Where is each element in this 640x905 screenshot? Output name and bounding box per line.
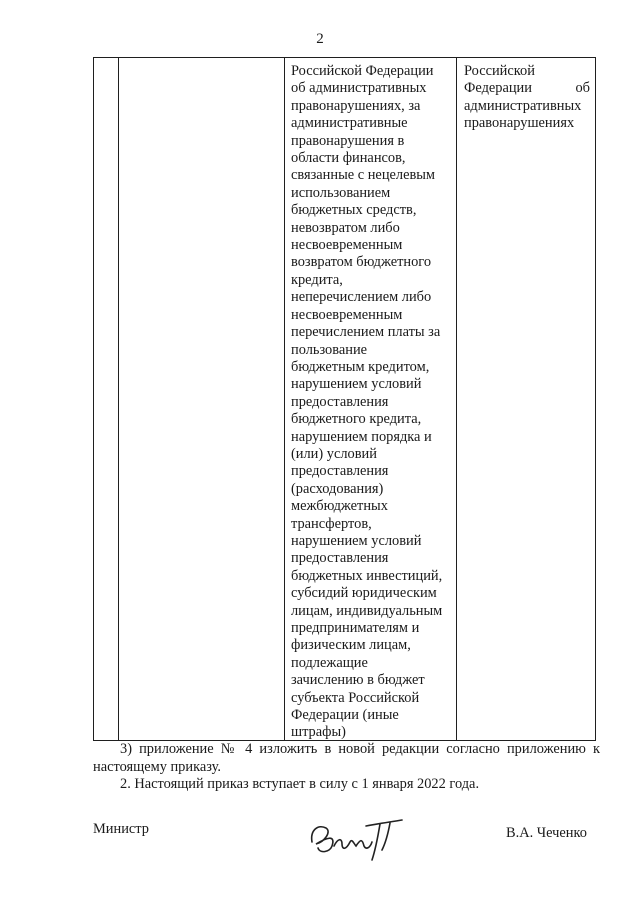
cell-line: административных	[464, 97, 582, 114]
cell-line: предпринимателям и	[291, 620, 420, 636]
signatory-name: В.А. Чеченко	[506, 825, 587, 841]
cell-line: предоставления	[291, 463, 389, 480]
cell-line: субъекта Российской	[291, 689, 420, 706]
cell-line: (или) условий	[291, 445, 377, 462]
cell-line: лицам, индивидуальным	[291, 602, 443, 619]
cell-line: предоставления	[291, 550, 389, 567]
cell-line: бюджетных средств,	[291, 202, 417, 219]
cell-line: невозвратом либо	[291, 219, 400, 236]
cell-line: трансфертов,	[291, 515, 372, 532]
column-divider-1	[118, 58, 119, 740]
cell-line: межбюджетных	[291, 498, 388, 515]
handwritten-signature	[306, 812, 406, 864]
cell-line: Российской Федерации	[291, 63, 434, 79]
cell-line: физическим лицам,	[291, 637, 411, 654]
cell-line: кредита,	[291, 271, 343, 288]
column-divider-2	[284, 58, 285, 740]
cell-line: штрафы)	[291, 724, 346, 741]
cell-line: Федерации (иные	[291, 707, 399, 724]
column-divider-3	[456, 58, 457, 740]
cell-line: бюджетного кредита,	[291, 411, 422, 428]
cell-line: бюджетных инвестиций,	[291, 567, 443, 584]
cell-line-justified	[464, 80, 590, 97]
cell-line: перечислением платы за	[291, 324, 441, 341]
cell-line: об административных	[291, 80, 427, 97]
cell-word: Федерации	[464, 80, 532, 97]
cell-line: правонарушения в	[291, 132, 405, 149]
cell-word: об	[575, 80, 590, 97]
cell-line: бюджетным кредитом,	[291, 358, 430, 375]
table-continuation	[93, 57, 596, 741]
cell-line: возвратом бюджетного	[291, 254, 432, 271]
table-cell-legal-basis	[464, 63, 590, 133]
signatory-title: Министр	[93, 821, 149, 837]
cell-line: подлежащие	[291, 654, 368, 671]
cell-line: несвоевременным	[291, 237, 403, 254]
cell-line: использованием	[291, 184, 391, 201]
cell-line: пользование	[291, 341, 368, 358]
table-cell-description	[291, 63, 442, 742]
cell-line: Российской	[464, 63, 535, 79]
paragraph-item-2: 2. Настоящий приказ вступает в силу с 1 января 2022 года.	[120, 776, 480, 792]
cell-line: правонарушениях, за	[291, 97, 421, 114]
cell-line: связанные с нецелевым	[291, 167, 436, 184]
cell-line: области финансов,	[291, 150, 406, 167]
page-number: 2	[316, 31, 324, 47]
cell-line: неперечислением либо	[291, 289, 432, 306]
cell-line: нарушением условий	[291, 376, 422, 393]
cell-line: зачислению в бюджет	[291, 672, 425, 689]
cell-line: субсидий юридическим	[291, 585, 437, 602]
paragraph-item-3: 3) приложение № 4 изложить в новой редакции согласно приложению к настоящему приказу.	[93, 741, 600, 775]
cell-line: несвоевременным	[291, 306, 403, 323]
cell-line: предоставления	[291, 393, 389, 410]
cell-line: нарушением условий	[291, 532, 422, 549]
cell-line: правонарушениях	[464, 115, 575, 132]
cell-line: нарушением порядка и	[291, 428, 432, 445]
cell-line: (расходования)	[291, 480, 384, 497]
cell-line: административные	[291, 115, 408, 132]
